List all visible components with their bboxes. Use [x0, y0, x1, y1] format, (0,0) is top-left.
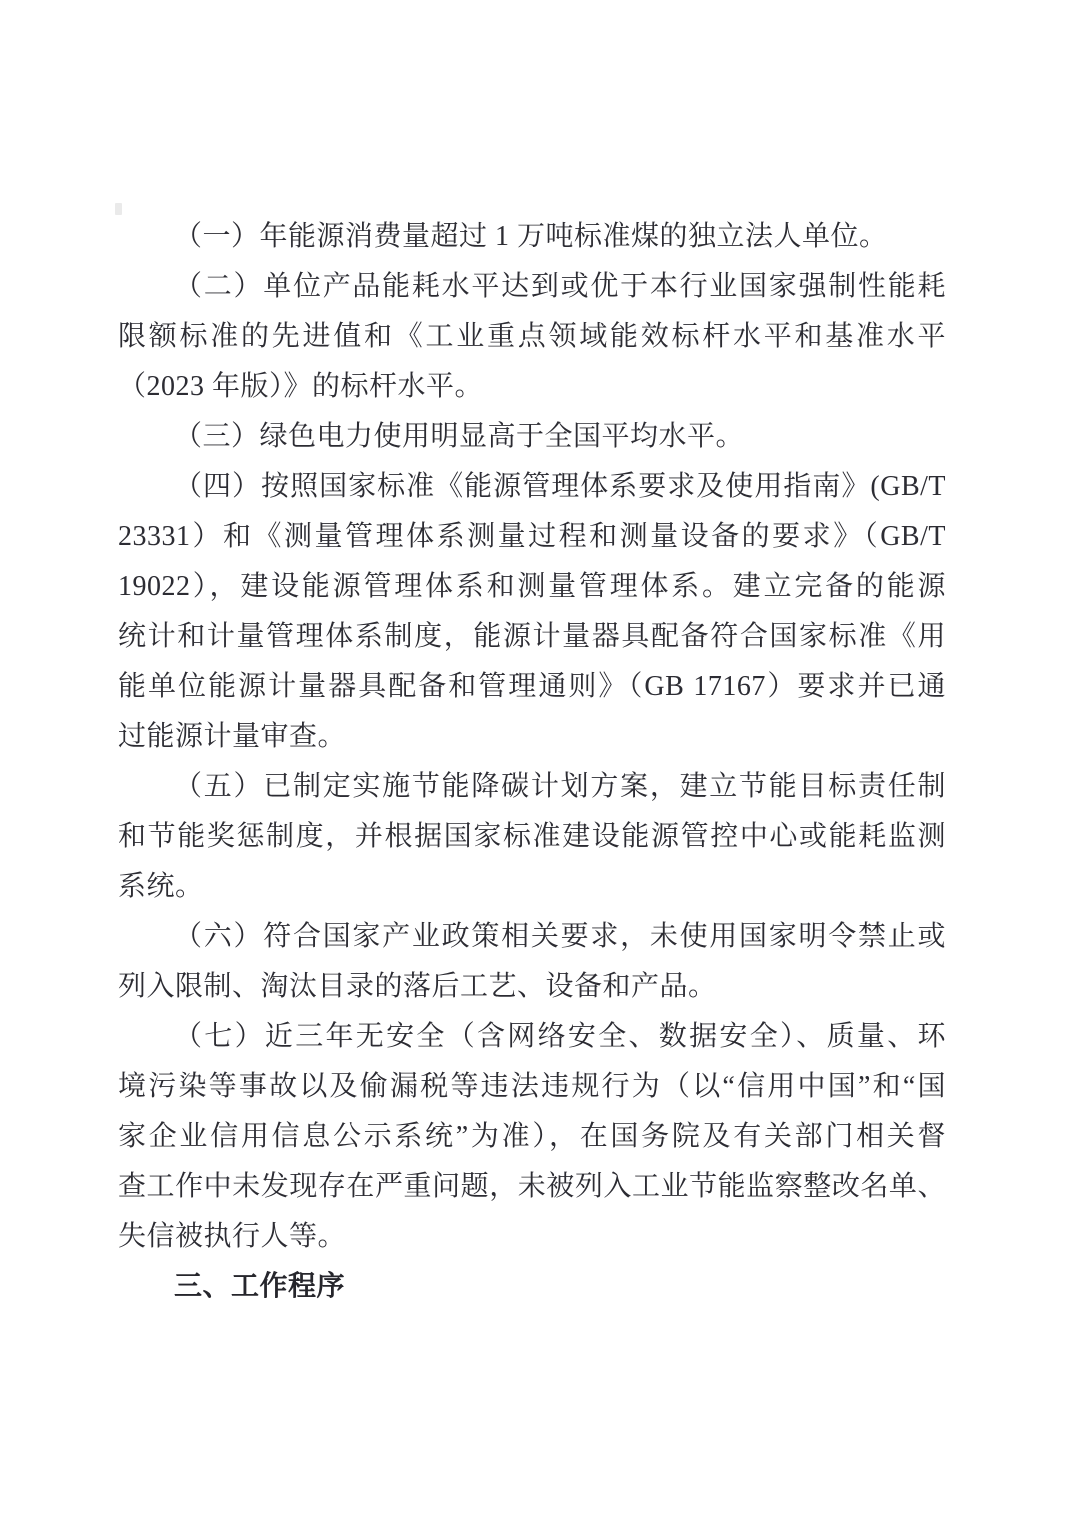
- document-line: 失信被执行人等。: [118, 1221, 347, 1252]
- section-heading: 三、工作程序: [174, 1271, 346, 1302]
- document-line: 系统。: [118, 871, 204, 902]
- document-line: 23331）和《测量管理体系测量过程和测量设备的要求》（GB/T: [118, 521, 946, 552]
- document-line: （2023 年版）》的标杆水平。: [118, 371, 484, 402]
- document-line: 能单位能源计量器具配备和管理通则》（GB 17167）要求并已通: [118, 671, 946, 702]
- document-line: 19022），建设能源管理体系和测量管理体系。建立完备的能源: [118, 571, 946, 602]
- document-line: （二）单位产品能耗水平达到或优于本行业国家强制性能耗: [174, 271, 946, 302]
- document-line: （四）按照国家标准《能源管理体系要求及使用指南》(GB/T: [174, 471, 946, 502]
- document-line: 查工作中未发现存在严重问题，未被列入工业节能监察整改名单、: [118, 1171, 946, 1202]
- document-line: （七）近三年无安全（含网络安全、数据安全）、质量、环: [174, 1021, 946, 1052]
- document-line: （六）符合国家产业政策相关要求，未使用国家明令禁止或: [174, 921, 946, 952]
- document-line: （一）年能源消费量超过 1 万吨标准煤的独立法人单位。: [174, 221, 888, 252]
- document-line: 境污染等事故以及偷漏税等违法违规行为（以“信用中国”和“国: [118, 1071, 946, 1102]
- text-block: [118, 212, 946, 1312]
- document-line: 列入限制、淘汰目录的落后工艺、设备和产品。: [118, 971, 717, 1002]
- document-line: 限额标准的先进值和《工业重点领域能效标杆水平和基准水平: [118, 321, 946, 352]
- document-line: 过能源计量审查。: [118, 721, 347, 752]
- document-line: 统计和计量管理体系制度，能源计量器具配备符合国家标准《用: [118, 621, 946, 652]
- document-line: 家企业信用信息公示系统”为准），在国务院及有关部门相关督: [118, 1121, 946, 1152]
- document-line: （五）已制定实施节能降碳计划方案，建立节能目标责任制: [174, 771, 946, 802]
- document-line: （三）绿色电力使用明显高于全国平均水平。: [174, 421, 745, 452]
- document-line: 和节能奖惩制度，并根据国家标准建设能源管控中心或能耗监测: [118, 821, 946, 852]
